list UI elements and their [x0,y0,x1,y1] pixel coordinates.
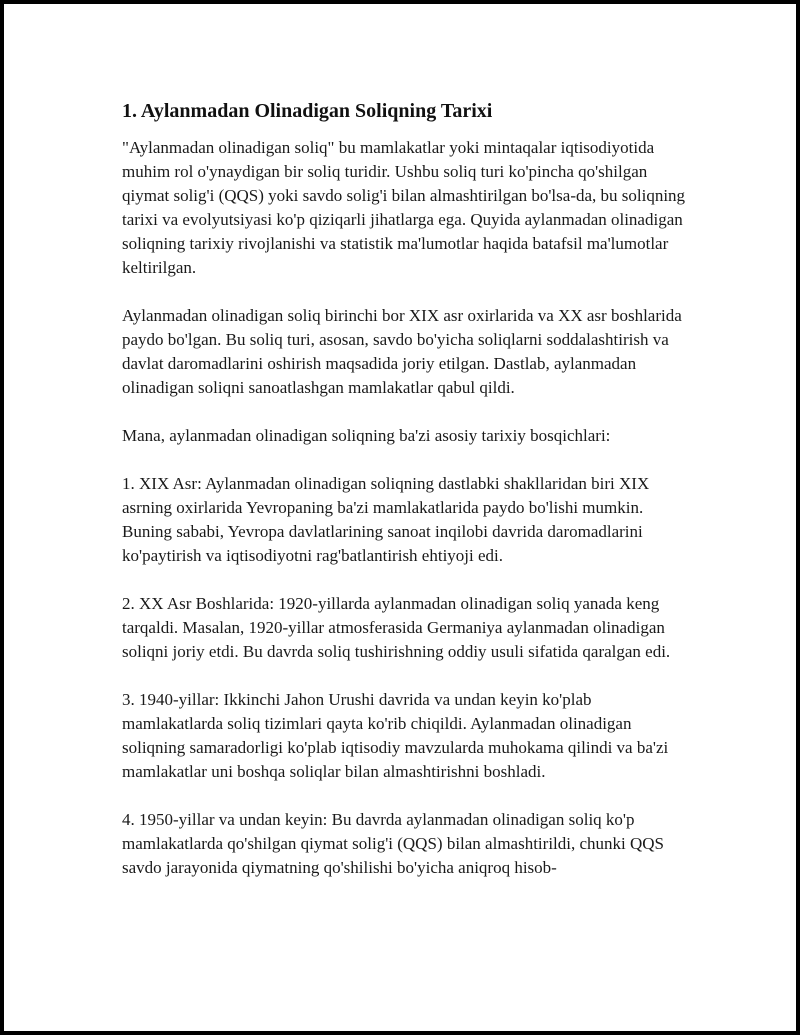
paragraph-stage-1: 1. XIX Asr: Aylanmadan olinadigan soliqning dastlabki shakllaridan biri XIX asrning oxirlarida Yevropaning ba'zi mamlakatlarida paydo bo'lishi mumkin. Buning sababi, Yevropa davlatlarining sanoat inqilobi davrida daromadlarini ko'paytirish va iqtisodiyotni rag'batlantirish ehtiyoji edi. [122,474,650,565]
paragraph-intro: "Aylanmadan olinadigan soliq" bu mamlakatlar yoki mintaqalar iqtisodiyotida muhim rol o'ynaydigan bir soliq turidir. Ushbu soliq turi ko'pincha qo'shilgan qiymat solig'i (QQS) yoki savdo solig'i bilan almashtirilgan bo'lsa-da, bu soliqning tarixi va evolyutsiyasi ko'p qiziqarli jihatlarga ega. Quyida aylanmadan olinadigan soliqning tarixiy rivojlanishi va statistik ma'lumotlar haqida batafsil ma'lumotlar keltirilgan. [122,138,686,277]
document-title: 1. Aylanmadan Olinadigan Soliqning Tarixi [122,100,493,122]
paragraph-origin: Aylanmadan olinadigan soliq birinchi bor XIX asr oxirlarida va XX asr boshlarida paydo bo'lgan. Bu soliq turi, asosan, savdo bo'yicha soliqlarni soddalashtirish va davlat daromadlarini oshirish maqsadida joriy etilgan. Dastlab, aylanmadan olinadigan soliqni sanoatlashgan mamlakatlar qabul qildi. [122,306,682,397]
paragraph-stage-4: 4. 1950-yillar va undan keyin: Bu davrda aylanmadan olinadigan soliq ko'p mamlakatlarda qo'shilgan qiymat solig'i (QQS) bilan almashtirildi, chunki QQS savdo jarayonida qiymatning qo'shilishi bo'yicha aniqroq hisob- [122,810,665,877]
paragraph-stages-intro: Mana, aylanmadan olinadigan soliqning ba'zi asosiy tarixiy bosqichlari: [122,426,611,445]
paragraph-stage-2: 2. XX Asr Boshlarida: 1920-yillarda aylanmadan olinadigan soliq yanada keng tarqaldi. Masalan, 1920-yillar atmosferasida Germaniya aylanmadan olinadigan soliqni joriy etdi. Bu davrda soliq tushirishning oddiy usuli sifatida qaralgan edi. [122,594,671,661]
paragraph-stage-3: 3. 1940-yillar: Ikkinchi Jahon Urushi davrida va undan keyin ko'plab mamlakatlarda soliq tizimlari qayta ko'rib chiqildi. Aylanmadan olinadigan soliqning samaradorligi ko'plab iqtisodiy mavzularda muhokama qilindi va ba'zi mamlakatlar uni boshqa soliqlar bilan almashtirishni boshladi. [122,690,669,781]
document-content [122,98,688,904]
